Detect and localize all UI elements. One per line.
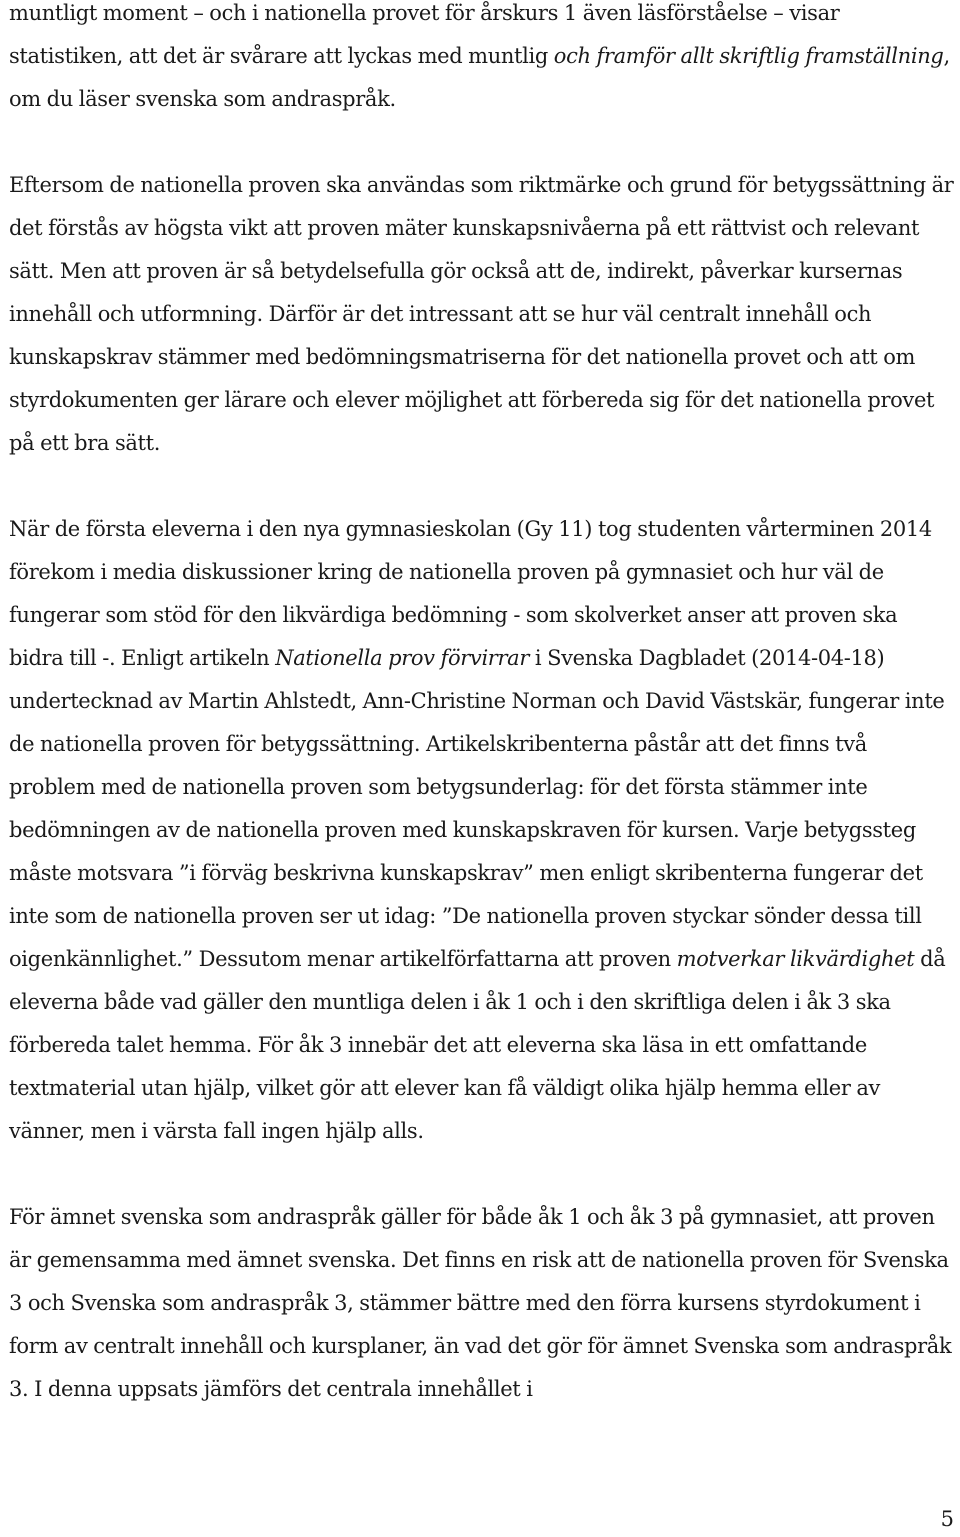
paragraph-text: , om du läser svenska som andraspråk. [9, 44, 950, 111]
document-page [9, 0, 957, 1411]
paragraph [9, 164, 957, 465]
emphasized-text: och framför allt skriftlig framställning [553, 44, 944, 68]
paragraph [9, 508, 957, 1153]
paragraph-text: muntligt moment – och i nationella provet för årskurs 1 även läsförståelse – visar statistiken, att det är svårare att lyckas med muntlig [9, 1, 840, 68]
page-number: 5 [940, 1507, 954, 1531]
paragraph [9, 0, 957, 121]
paragraph-text: Eftersom de nationella proven ska användas som riktmärke och grund för betygssättning är det förstås av högsta vikt att proven mäter kunskapsnivåerna på ett rättvist och relevant sätt. Men att proven är så betydelsefulla gör också att de, indirekt, påverkar kursernas innehåll och utformning. Därför är det intressant att se hur väl centralt innehåll och kunskapskrav stämmer med bedömningsmatriserna för det nationella provet och att om styrdokumenten ger lärare och elever möjlighet att förbereda sig för det nationella provet på ett bra sätt. [9, 173, 954, 455]
emphasized-text: motverkar likvärdighet [676, 947, 915, 971]
paragraph-text: i Svenska Dagbladet (2014-04-18) undertecknad av Martin Ahlstedt, Ann-Christine Norman och David Västskär, fungerar inte de nationella proven för betygssättning. Artikelskribenterna påstår att det finns två problem med de nationella proven som betygsunderlag: för det första stämmer inte bedömningen av de nationella proven med kunskapskraven för kursen. Varje betygssteg måste motsvara ”i förväg beskrivna kunskapskrav” men enligt skribenterna fungerar det inte som de nationella proven ser ut idag: ”De nationella proven styckar sönder dessa till oigenkännlighet.” Dessutom menar artikelförfattarna att proven [9, 646, 945, 971]
paragraph-text: För ämnet svenska som andraspråk gäller för både åk 1 och åk 3 på gymnasiet, att proven är gemensamma med ämnet svenska. Det finns en risk att de nationella proven för Svenska 3 och Svenska som andraspråk 3, stämmer bättre med den förra kursens styrdokument i form av centralt innehåll och kursplaner, än vad det gör för ämnet Svenska som andraspråk 3. I denna uppsats jämförs det centrala innehållet i [9, 1205, 952, 1401]
paragraph-text: När de första eleverna i den nya gymnasieskolan (Gy 11) tog studenten vårterminen 2014 förekom i media diskussioner kring de nationella proven på gymnasiet och hur väl de fungerar som stöd för den likvärdiga bedömning - som skolverket anser att proven ska bidra till -. Enligt artikeln [9, 517, 932, 670]
article-title: Nationella prov förvirrar [275, 646, 530, 670]
paragraph [9, 1196, 957, 1411]
paragraph-text: då eleverna både vad gäller den muntliga delen i åk 1 och i den skriftliga delen i åk 3 ska förbereda talet hemma. För åk 3 innebär det att eleverna ska läsa in ett omfattande textmaterial utan hjälp, vilket gör att elever kan få väldigt olika hjälp hemma eller av vänner, men i värsta fall ingen hjälp alls. [9, 947, 946, 1143]
